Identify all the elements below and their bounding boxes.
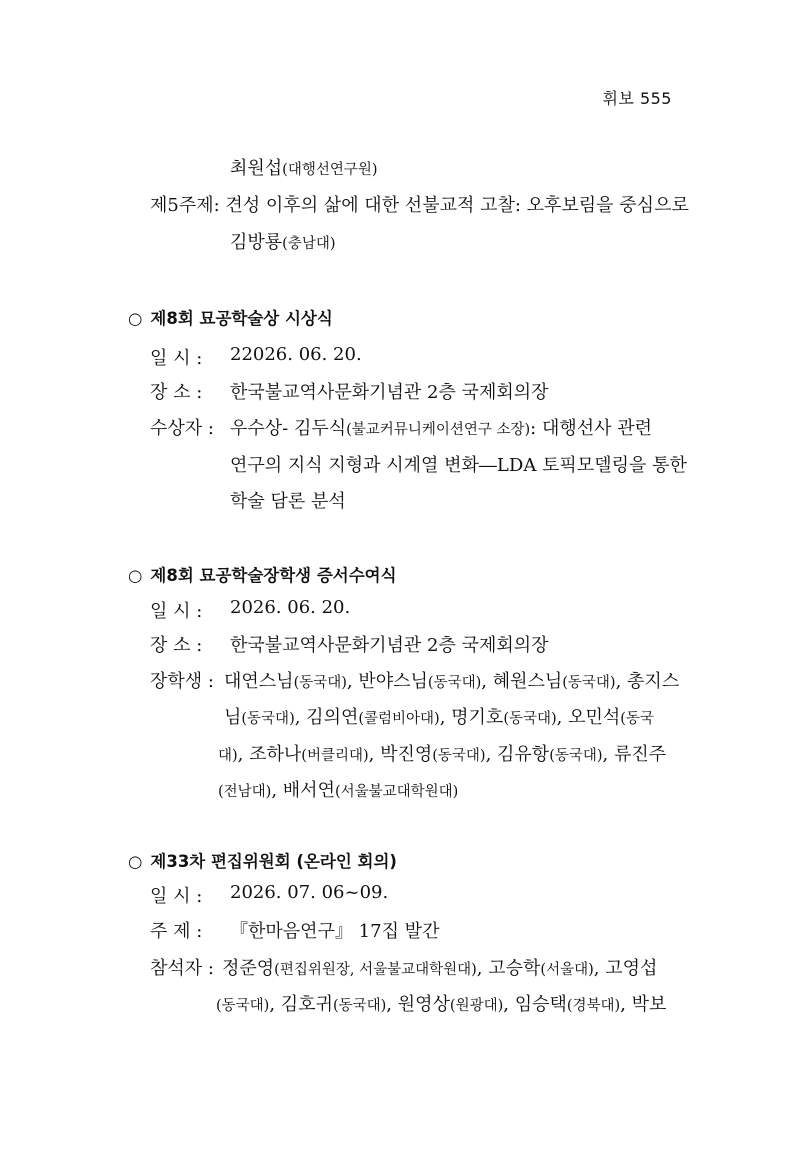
attendees-line [222,954,657,980]
topic-label: 주 제 : [150,921,203,942]
discussant-affiliation: (충남대) [282,236,336,252]
affiliation: (경북대) [566,998,621,1014]
affiliation: (서울대) [540,962,594,978]
date-value: 22026. 06. 20. [230,344,362,365]
scholar-line [224,703,654,729]
place-value: 한국불교역사문화기념관 2층 국제회의장 [230,382,549,403]
topic-5-label: 제5주제: [150,195,220,216]
scholar-line [224,667,679,693]
affiliation: (동국대) [293,675,347,691]
person-name: , 박진영 [368,744,433,765]
affiliation: (서울불교대학원대) [334,784,459,800]
person-name: , 원영상 [386,994,450,1015]
affiliation: (동국 [620,711,654,727]
presenter-name: 최원섭 [230,158,283,179]
topic-5-line [150,191,689,217]
affiliation: (동국대) [216,998,270,1014]
date-label: 일 시 : [150,601,203,622]
affiliation: (동국대) [503,711,557,727]
award-topic-start: : 대행선사 관련 [530,418,652,439]
place-value: 한국불교역사문화기념관 2층 국제회의장 [230,635,549,656]
running-head: 휘보 555 [602,89,672,108]
presenter-line [230,154,378,180]
person-name: , 김유항 [485,744,550,765]
award-winner: 우수상- 김두식 [230,418,347,439]
section-title [128,305,333,329]
affiliation: (전남대) [218,784,272,800]
award-line-2: 연구의 지식 지형과 시계열 변화―LDA 토픽모델링을 통한 [230,455,687,476]
person-name: , 임승택 [503,994,567,1015]
section-title [128,562,397,586]
person-name: , 류진주 [602,744,667,765]
affiliation: (버클리대) [301,748,369,764]
affiliation: 대) [218,748,238,764]
person-name: , 혜원스님 [481,671,563,692]
person-name: , 오민석 [556,707,621,728]
person-name: 정준영 [222,958,275,979]
award-affiliation: (불교커뮤니케이션연구 소장) [346,422,531,438]
place-label: 장 소 : [150,635,203,656]
person-name: , 박보 [620,994,667,1015]
affiliation: (동국대) [432,748,486,764]
affiliation: (편집위원장, 서울불교대학원대) [274,962,477,978]
scholar-label: 장학생 : [150,671,214,692]
affiliation: (동국대) [427,675,482,691]
circle-bullet-icon: ○ [128,566,143,585]
person-name: , 김호귀 [269,994,333,1015]
person-name: 대연스님 [224,671,294,692]
person-name: , 고영섭 [593,958,658,979]
award-line-1 [230,414,652,440]
section-title-text: 제33차 편집위원회 (온라인 회의) [150,852,397,871]
section-title-text: 제8회 묘공학술상 시상식 [150,309,333,328]
award-line-3: 학술 담론 분석 [230,491,346,512]
attendees-line [216,990,666,1016]
section-title-text: 제8회 묘공학술장학생 증서수여식 [150,566,397,585]
affiliation: (원광대) [449,998,504,1014]
person-name: , 명기호 [439,707,504,728]
person-name: , 김의연 [294,707,359,728]
awardee-label: 수상자 : [150,418,214,439]
topic-value: 『한마음연구』 17집 발간 [230,921,440,942]
person-name: , 조하나 [237,744,302,765]
affiliation: (동국대) [332,998,387,1014]
affiliation: (동국대) [549,748,603,764]
discussant-name: 김방룡 [230,232,283,253]
date-value: 2026. 07. 06~09. [230,882,389,903]
circle-bullet-icon: ○ [128,309,143,328]
affiliation: (동국대) [562,675,616,691]
scholar-line [218,740,666,766]
circle-bullet-icon: ○ [128,852,143,871]
affiliation: (콜럼비아대) [358,711,440,727]
date-label: 일 시 : [150,348,203,369]
date-label: 일 시 : [150,886,203,907]
person-name: , 고승학 [476,958,541,979]
person-name: , 배서연 [271,780,335,801]
topic-5-text: 견성 이후의 삶에 대한 선불교적 고찰: 오후보림을 중심으로 [225,195,689,216]
affiliation: (동국대) [241,711,295,727]
place-label: 장 소 : [150,382,203,403]
date-value: 2026. 06. 20. [230,597,351,618]
section-title [128,848,397,872]
attendees-label: 참석자 : [150,958,214,979]
person-name: 님 [224,707,242,728]
presenter-affiliation: (대행선연구원) [282,162,378,178]
person-name: , 반야스님 [346,671,428,692]
discussant-line [230,228,336,254]
person-name: , 총지스 [615,671,680,692]
scholar-line [218,776,458,802]
